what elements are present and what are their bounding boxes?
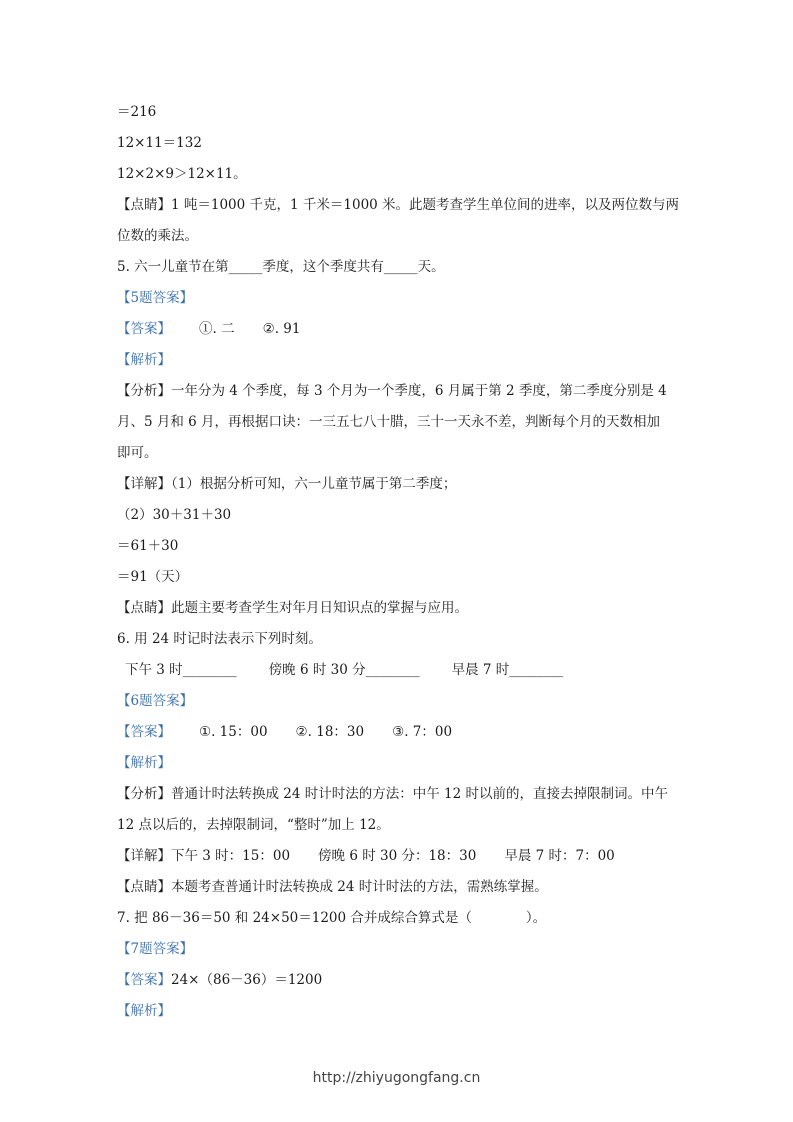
- answer-value: ③. 7：00: [392, 724, 453, 740]
- answer-value: ②. 91: [262, 321, 301, 337]
- question-5: 5. 六一儿童节在第_____季度，这个季度共有_____天。: [117, 259, 445, 275]
- detail-value: 下午 3 时：15：00: [171, 848, 291, 864]
- answer-value: ①. 二: [199, 321, 235, 337]
- answer-6: [117, 722, 693, 742]
- time-item: 下午 3 时________: [125, 662, 237, 678]
- detail-value: 早晨 7 时：7：00: [504, 848, 615, 864]
- question-6: 6. 用 24 时记时法表示下列时刻。: [117, 631, 322, 647]
- analysis-text: 即可。: [117, 445, 158, 461]
- answer-value: ①. 15：00: [199, 724, 268, 740]
- answer-label: 【答案】: [117, 321, 171, 337]
- detail-label: 【详解】: [117, 848, 171, 864]
- analysis-text: 【分析】普通计时法转换成 24 时计时法的方法：中午 12 时以前的，直接去掉限制词。中午: [117, 786, 669, 802]
- detail-6: [117, 846, 693, 866]
- analysis-heading-5: 【解析】: [117, 352, 171, 368]
- note-text: 【点睛】1 吨＝1000 千克，1 千米＝1000 米。此题考查学生单位间的进率，以及两位数与两: [117, 197, 680, 213]
- detail-text: ＝61＋30: [117, 538, 179, 554]
- analysis-heading-7: 【解析】: [117, 1003, 171, 1019]
- time-item: 早晨 7 时________: [451, 662, 564, 678]
- footer-url[interactable]: http://zhiyugongfang.cn: [312, 1070, 481, 1086]
- answer-7: [117, 970, 693, 990]
- detail-text: ＝91（天）: [117, 569, 189, 585]
- question-6-items: [125, 660, 693, 680]
- answer-label: 【答案】: [117, 972, 171, 988]
- question-7: 7. 把 86－36＝50 和 24×50＝1200 合并成综合算式是（ ）。: [117, 910, 547, 926]
- answer-value: ②. 18：30: [295, 724, 365, 740]
- analysis-text: 【分析】一年分为 4 个季度，每 3 个月为一个季度，6 月属于第 2 季度，第二季度分别是 4: [117, 383, 667, 399]
- answer-value: 24×（86－36）＝1200: [171, 972, 323, 988]
- analysis-text: 12 点以后的，去掉限制词，“整时”加上 12。: [117, 817, 390, 833]
- note-text: 位数的乘法。: [117, 228, 198, 244]
- time-item: 傍晚 6 时 30 分________: [268, 662, 420, 678]
- detail-text: 【详解】（1）根据分析可知，六一儿童节属于第二季度；: [117, 476, 457, 492]
- detail-value: 傍晚 6 时 30 分：18：30: [318, 848, 477, 864]
- note-text: 【点睛】此题主要考查学生对年月日知识点的掌握与应用。: [117, 600, 468, 616]
- answer-heading-7: 【7题答案】: [117, 941, 194, 957]
- analysis-text: 月、5 月和 6 月，再根据口诀：一三五七八十腊，三十一天永不差，判断每个月的天数相加: [117, 414, 661, 430]
- calc-line: 12×2×9＞12×11。: [117, 166, 247, 182]
- note-text: 【点睛】本题考查普通计时法转换成 24 时计时法的方法，需熟练掌握。: [117, 879, 548, 895]
- analysis-heading-6: 【解析】: [117, 755, 171, 771]
- calc-line: 12×11＝132: [117, 135, 202, 151]
- detail-text: （2）30＋31＋30: [117, 507, 232, 523]
- answer-5: [117, 319, 693, 339]
- calc-line: ＝216: [117, 104, 157, 120]
- answer-heading-5: 【5题答案】: [117, 290, 194, 306]
- answer-label: 【答案】: [117, 724, 171, 740]
- answer-heading-6: 【6题答案】: [117, 693, 194, 709]
